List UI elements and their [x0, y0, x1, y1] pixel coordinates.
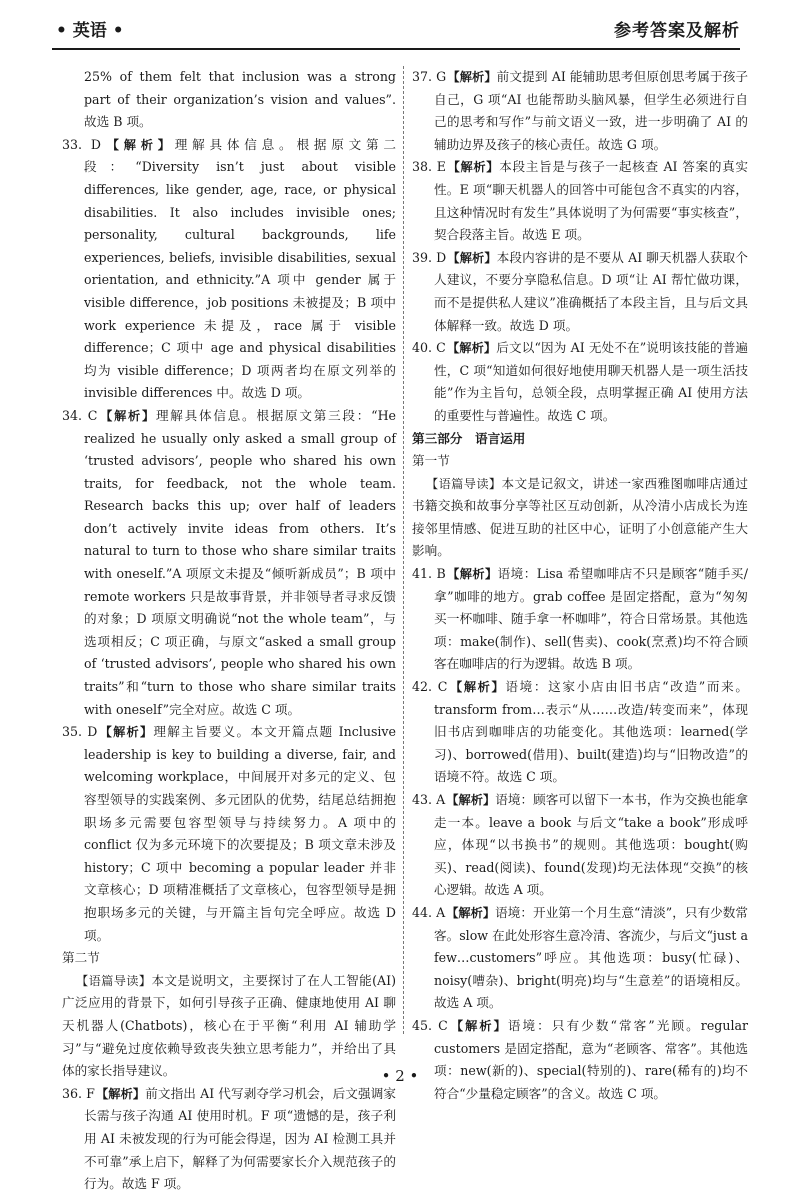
answer-item — [412, 66, 748, 156]
analysis-text: 理解具体信息。根据原文第二段：“Diversity isn’t just about visible differences, like gender, age, race, or physical disabilities. It also includes invisible ones; personality, cultural backgrounds, life experiences, beliefs, invisible disabilities, sexual orientation, and ethnicity.”A 项中 gender 属于 visible difference，job positions 未被提及；B 项中 work experience 未提及，race 属于 visible difference；C 项中 age and physical disabilities 均为 visible difference；D 项两者均在原文列举的 invisible differences 中。故选 D 项。 — [84, 136, 397, 401]
analysis-tag: 【解析】 — [446, 793, 496, 807]
analysis-text: 语境：只有少数“常客”光顾。regular customers 是固定搭配，意为“老顾客、常客”。其他选项：new(新的)、special(特别的)、rare(稀有的)均不符合“少量稳定顾客”的含义。故选 C 项。 — [434, 1017, 748, 1101]
analysis-tag: 【解析】 — [101, 137, 175, 152]
answer-item — [412, 337, 748, 427]
analysis-tag: 【解析】 — [446, 160, 500, 175]
page-header — [52, 14, 740, 50]
analysis-tag: 【解析】 — [95, 1086, 146, 1101]
part-heading: 第三部分 语言运用 — [412, 430, 526, 446]
answer-item — [412, 676, 748, 789]
question-number: 34. C — [62, 407, 98, 423]
analysis-tag: 【解析】 — [446, 905, 496, 920]
answer-item — [412, 789, 748, 902]
question-number: 33. D — [62, 136, 101, 152]
question-number: 39. D — [412, 249, 447, 265]
analysis-text: 前文提到 AI 能辅助思考但原创思考属于孩子自己，G 项“AI 也能帮助头脑风暴，但学生必须进行自己的思考和写作”与前文语义一致，进一步明确了 AI 的辅助边界及孩子的核心责任。故选 G 项。 — [434, 69, 749, 152]
question-number: 41. B — [412, 566, 446, 582]
analysis-tag: 【解析】 — [448, 1018, 508, 1033]
answer-item — [62, 721, 396, 947]
answer-item — [62, 405, 396, 721]
analysis-text: 本段内容讲的是不要从 AI 聊天机器人获取个人建议，不要分享隐私信息。D 项“让 AI 帮忙做功课，而不是提供私人建议”准确概括了本段主旨，且与后文具体解释一致。故选 D 项。 — [434, 249, 748, 333]
question-number: 38. E — [412, 159, 446, 175]
analysis-text: 语境：开业第一个月生意“清淡”，只有少数常客。slow 在此处形容生意冷清、客流少，与后文“just a few…customers”呼应。其他选项：busy(忙碌)、noisy(嘈杂)、bright(明亮)均与“生意差”的语境相反。故选 A 项。 — [434, 904, 748, 1011]
analysis-tag: 【解析】 — [98, 408, 156, 423]
analysis-text: 语境：这家小店由旧书店“改造”而来。transform from…表示“从……改造/转变而来”，体现旧书店到咖啡店的功能变化。其他选项：learned(学习)、borrowed(借用)、built(建造)均与“旧物改造”的语境不符。故选 C 项。 — [434, 679, 748, 785]
answer-item — [412, 563, 748, 676]
analysis-tag: 【解析】 — [447, 70, 497, 84]
question-number: 37. G — [412, 69, 447, 84]
question-number: 44. A — [412, 904, 446, 920]
intro-text: 本文是记叙文，讲述一家西雅图咖啡店通过书籍交换和故事分享等社区互动创新，从冷清小店成长为连接邻里情感、促进互助的社区中心，证明了小创意能产生大影响。 — [412, 475, 749, 559]
analysis-tag: 【解析】 — [446, 567, 498, 582]
answer-item — [412, 1015, 748, 1105]
question-number: 45. C — [412, 1017, 448, 1033]
section-heading: 第二节 — [62, 950, 100, 966]
intro-tag: 【语篇导读】 — [426, 476, 502, 491]
page-title: 参考答案及解析 — [614, 21, 740, 41]
analysis-text: 语境：顾客可以留下一本书，作为交换也能拿走一本。leave a book 与后文“take a book”形成呼应，体现“以书换书”的规则。其他选项：bought(购买)、read(阅读)、found(发现)均无法体现“交换”的核心逻辑。故选 A 项。 — [434, 792, 749, 898]
question-number: 40. C — [412, 340, 446, 356]
page-number: • 2 • — [381, 1067, 419, 1086]
question-number: 35. D — [62, 724, 98, 740]
analysis-text: 理解主旨要义。本文开篇点题 Inclusive leadership is key to building a diverse, fair, and welcoming workplace，中间展开对多元的定义、包容型领导的实践案例、多元团队的优势，结尾总结拥抱职场多元需要包容型领导与持续努力。A 项中的 conflict 仅为多元环境下的次要提及；B 项文章未涉及 history；C 项中 becoming a popular leader 并非文章核心；D 项精准概括了文章核心，包容型领导是拥抱职场多元的关键，与开篇主旨句完全呼应。故选 D 项。 — [84, 724, 396, 943]
answer-item — [62, 1083, 396, 1196]
analysis-text: 前文指出 AI 代写剥夺学习机会，后文强调家长需与孩子沟通 AI 使用时机。F 项“遗憾的是，孩子利用 AI 未被发现的行为可能会得逞，因为 AI 检测工具并不可靠”承上启下，解释了为何需要家长介入规范孩子的行为。故选 F 项。 — [84, 1085, 397, 1192]
answer-item — [62, 134, 396, 405]
intro-text: 本文是说明文，主要探讨了在人工智能(AI)广泛应用的背景下，如何引导孩子正确、健康地使用 AI 聊天机器人(Chatbots)，核心在于平衡“利用 AI 辅助学习”与“避免过度依赖导致丧失独立思考能力”，并给出了具体的家长指导建议。 — [62, 972, 397, 1079]
passage-intro — [412, 473, 748, 563]
answer-item — [412, 902, 748, 1015]
answer-item — [412, 156, 748, 246]
question-number: 42. C — [412, 679, 448, 695]
analysis-text: 后文以“因为 AI 无处不在”说明该技能的普遍性，C 项“知道如何很好地使用聊天机器人是一项生活技能”作为主旨句，总领全段，点明掌握正确 AI 使用方法的重要性与普遍性。故选 C 项。 — [434, 340, 749, 423]
answer-item — [412, 247, 748, 337]
intro-tag: 【语篇导读】 — [76, 973, 152, 988]
column-divider — [403, 66, 404, 1034]
right-column — [412, 66, 749, 1101]
subject-label: • 英语 • — [56, 21, 124, 41]
question-number: 36. F — [62, 1085, 95, 1101]
analysis-text: 语境：Lisa 希望咖啡店不只是顾客“随手买/拿”咖啡的地方。grab coffee 是固定搭配，意为“匆匆买一杯咖啡、随手拿一杯咖啡”，符合日常场景。其他选项：make(制作)、sell(售卖)、cook(烹煮)均不符合顾客在咖啡店的行为逻辑。故选 B 项。 — [434, 566, 749, 672]
analysis-tag: 【解析】 — [98, 725, 154, 740]
analysis-tag: 【解析】 — [448, 680, 506, 695]
analysis-text: 本段主旨是与孩子一起核查 AI 答案的真实性。E 项“聊天机器人的回答中可能包含不真实的内容，且这种情况时有发生”具体说明了为何需要“事实核查”，契合段落主旨。故选 E 项。 — [434, 159, 749, 243]
question-number: 43. A — [412, 792, 446, 807]
analysis-tag: 【解析】 — [446, 341, 497, 356]
continued-text: 25% of them felt that inclusion was a strong part of their organization’s vision and values”. 故选 B 项。 — [84, 69, 396, 130]
analysis-text: 理解具体信息。根据原文第三段：“He realized he usually only asked a small group of ‘trusted advisors’, people who shared his own traits, for feedback, not the whole team. Research backs this up; over half of leaders don’t actively invite ideas from others. It’s natural to turn to those who share similar traits with oneself.”A 项原文未提及“倾听新成员”；B 项中 remote workers 只是故事背景，并非领导者寻求反馈的对象；D 项原文明确说“not the whole team”，与选项相反；C 项正确，与原文“asked a small group of ‘trusted advisors’, people who shared his own traits”和“turn to those who share similar traits with oneself”完全对应。故选 C 项。 — [84, 407, 397, 717]
analysis-tag: 【解析】 — [447, 250, 497, 265]
section-heading: 第一节 — [412, 453, 450, 469]
left-column — [62, 66, 397, 1192]
